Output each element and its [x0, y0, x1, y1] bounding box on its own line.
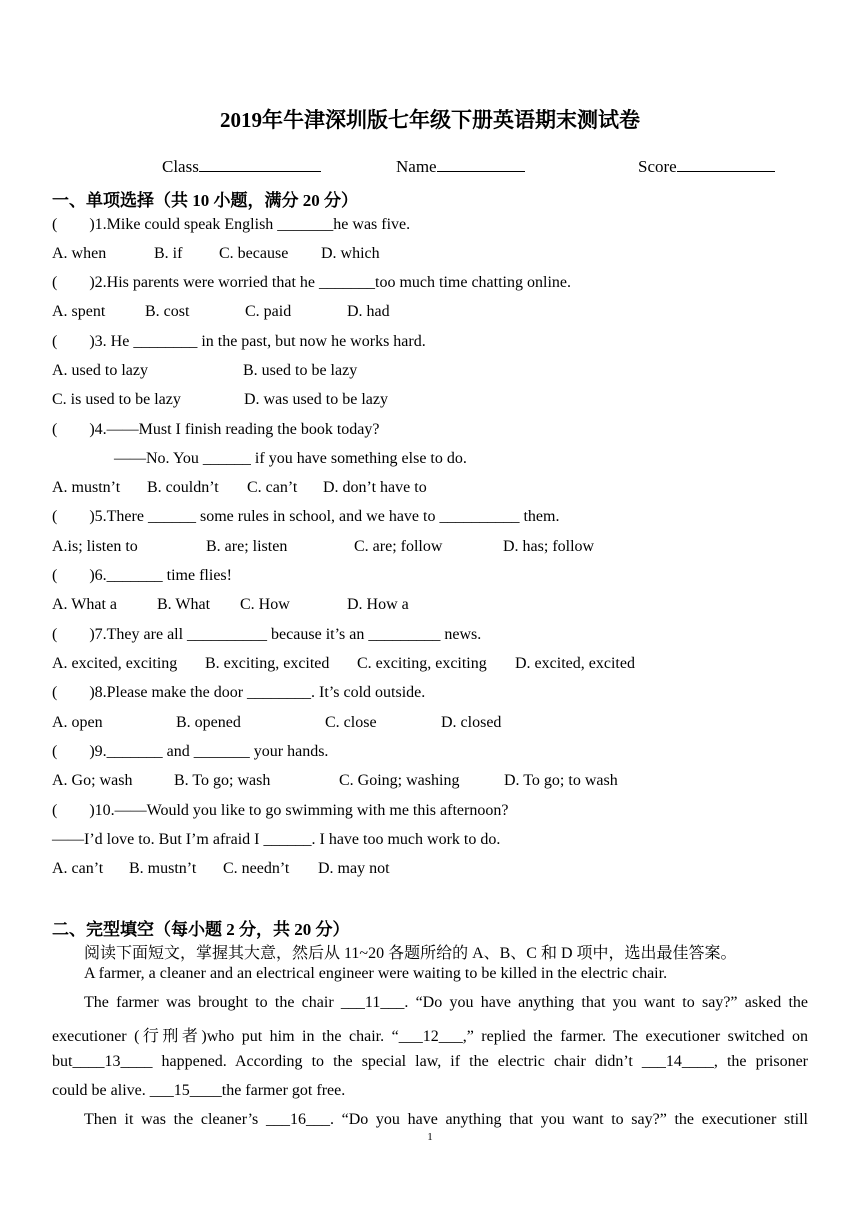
passage-line: The farmer was brought to the chair ___11___. “Do you have anything that you want to say?” asked the — [84, 994, 808, 1011]
question-stem-reply: ——No. You ______ if you have something else to do. — [114, 450, 467, 467]
option-b[interactable]: B. are; listen — [206, 538, 288, 555]
question-stem: ( )9._______ and _______ your hands. — [52, 743, 329, 760]
page-title: 2019年牛津深圳版七年级下册英语期末测试卷 — [220, 108, 640, 132]
option-d[interactable]: D. has; follow — [503, 538, 595, 555]
question-stem: ( )6._______ time flies! — [52, 567, 232, 584]
option-a[interactable]: A. when — [52, 245, 107, 262]
option-d[interactable]: D. was used to be lazy — [244, 391, 388, 408]
option-a[interactable]: A. excited, exciting — [52, 655, 178, 672]
option-a[interactable]: A. mustn’t — [52, 479, 121, 496]
option-a[interactable]: A. used to lazy — [52, 362, 148, 379]
option-b[interactable]: B. What — [157, 596, 211, 613]
option-c[interactable]: C. How — [240, 596, 290, 613]
option-d[interactable]: D. don’t have to — [323, 479, 427, 496]
question-stem: ( )1.Mike could speak English _______he was five. — [52, 216, 411, 233]
score-blank[interactable] — [677, 155, 775, 172]
score-field[interactable] — [638, 155, 775, 177]
name-blank[interactable] — [437, 155, 525, 172]
option-a[interactable]: A. spent — [52, 303, 106, 320]
option-b[interactable]: B. exciting, excited — [205, 655, 330, 672]
option-a[interactable]: A. open — [52, 714, 103, 731]
option-c[interactable]: C. are; follow — [354, 538, 443, 555]
option-d[interactable]: D. had — [347, 303, 390, 320]
class-label: Class — [162, 157, 199, 176]
option-b[interactable]: B. To go; wash — [174, 772, 271, 789]
header-fields — [0, 155, 860, 179]
passage-line: A farmer, a cleaner and an electrical engineer were waiting to be killed in the electric chair. — [84, 965, 668, 982]
page-number: 1 — [427, 1131, 433, 1143]
option-c[interactable]: C. because — [219, 245, 289, 262]
option-d[interactable]: D. To go; to wash — [504, 772, 618, 789]
option-c[interactable]: C. is used to be lazy — [52, 391, 181, 408]
question-stem: ( )2.His parents were worried that he _______too much time chatting online. — [52, 274, 571, 291]
name-field[interactable] — [396, 155, 525, 177]
option-c[interactable]: C. Going; washing — [339, 772, 460, 789]
option-b[interactable]: B. couldn’t — [147, 479, 219, 496]
question-stem: ( )7.They are all __________ because it’s an _________ news. — [52, 626, 482, 643]
class-field[interactable] — [162, 155, 321, 177]
question-stem: ( )5.There ______ some rules in school, and we have to __________ them. — [52, 508, 560, 525]
question-stem: ( )8.Please make the door ________. It’s cold outside. — [52, 684, 426, 701]
passage-line: Then it was the cleaner’s ___16___. “Do you have anything that you want to say?” the executioner still — [84, 1111, 808, 1128]
option-a[interactable]: A.is; listen to — [52, 538, 138, 555]
option-a[interactable]: A. can’t — [52, 860, 104, 877]
option-d[interactable]: D. How a — [347, 596, 409, 613]
option-d[interactable]: D. closed — [441, 714, 502, 731]
score-label: Score — [638, 157, 677, 176]
question-stem: ( )4.——Must I finish reading the book today? — [52, 421, 380, 438]
option-b[interactable]: B. cost — [145, 303, 190, 320]
section1-heading: 一、单项选择（共 10 小题，满分 20 分） — [52, 191, 358, 210]
passage-line: executioner (行刑者)who put him in the chair. “___12___,” replied the farmer. The executioner switched on — [52, 1028, 808, 1045]
option-a[interactable]: A. What a — [52, 596, 118, 613]
option-b[interactable]: B. opened — [176, 714, 241, 731]
option-c[interactable]: C. paid — [245, 303, 292, 320]
question-stem: ( )10.——Would you like to go swimming with me this afternoon? — [52, 802, 509, 819]
option-c[interactable]: C. needn’t — [223, 860, 290, 877]
option-c[interactable]: C. close — [325, 714, 377, 731]
option-d[interactable]: D. which — [321, 245, 380, 262]
question-stem: ( )3. He ________ in the past, but now he works hard. — [52, 333, 426, 350]
question-stem-reply: ——I’d love to. But I’m afraid I ______. I have too much work to do. — [52, 831, 501, 848]
option-d[interactable]: D. excited, excited — [515, 655, 635, 672]
option-b[interactable]: B. mustn’t — [129, 860, 197, 877]
section2-heading: 二、完型填空（每小题 2 分，共 20 分） — [52, 920, 350, 939]
option-a[interactable]: A. Go; wash — [52, 772, 133, 789]
name-label: Name — [396, 157, 437, 176]
passage-line: but____13____ happened. According to the special law, if the electric chair didn’t ___14____, the prisoner — [52, 1053, 808, 1070]
option-c[interactable]: C. can’t — [247, 479, 298, 496]
option-b[interactable]: B. if — [154, 245, 183, 262]
passage-line: could be alive. ___15____the farmer got free. — [52, 1082, 346, 1099]
option-d[interactable]: D. may not — [318, 860, 390, 877]
option-b[interactable]: B. used to be lazy — [243, 362, 358, 379]
class-blank[interactable] — [199, 155, 321, 172]
option-c[interactable]: C. exciting, exciting — [357, 655, 487, 672]
cloze-instruction: 阅读下面短文，掌握其大意，然后从 11~20 各题所给的 A、B、C 和 D 项中，选出最佳答案。 — [84, 945, 737, 962]
